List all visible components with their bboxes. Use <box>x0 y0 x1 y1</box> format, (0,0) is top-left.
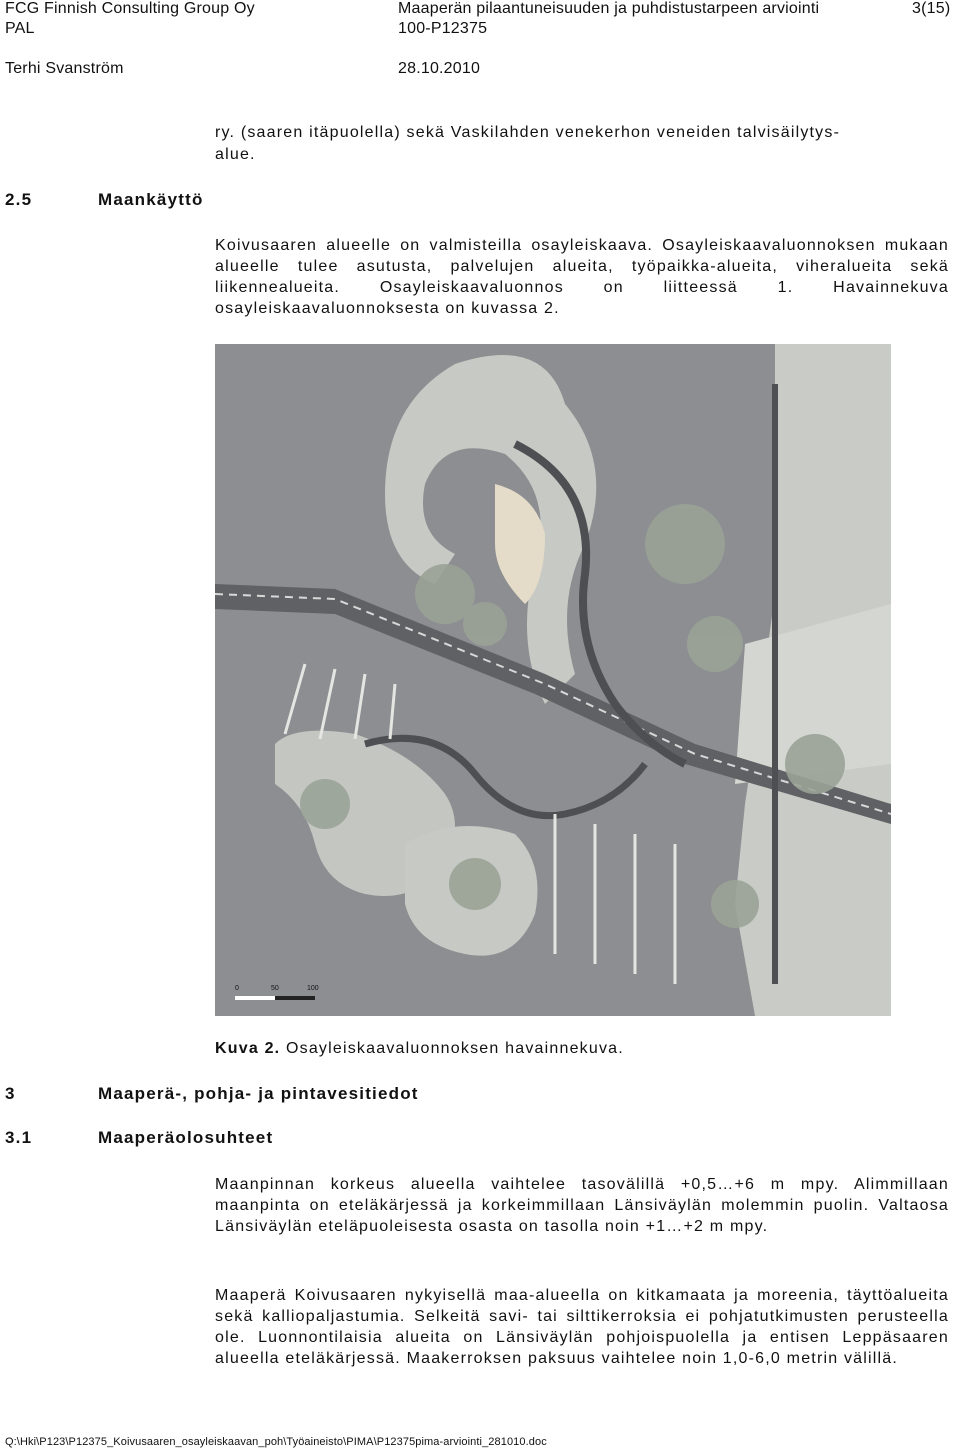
section-3-title: Maaperä-, pohja- ja pintavesitiedot <box>98 1084 419 1103</box>
figure-caption <box>215 1040 624 1058</box>
company-name: FCG Finnish Consulting Group Oy <box>5 0 255 17</box>
land-use-paragraph: Koivusaaren alueelle on valmisteilla osayleiskaava. Osayleiskaavaluonnoksen mukaan alueelle tulee asutusta, palvelujen alueita, työpaikka-alueita, viheralueita sekä liikennealueita. Osayleiskaavaluonnos on liitteessä 1. Havainnekuva osayleiskaavaluonnoksesta on kuvassa 2. <box>215 237 949 317</box>
page-number: 3(15) <box>912 0 951 17</box>
ground-level-paragraph: Maanpinnan korkeus alueella vaihtelee tasovälillä +0,5…+6 m mpy. Alimmillaan maanpinta on eteläkärjessä ja korkeimmillaan Länsiväylän molemmin puolin. Valtaosa Länsiväylän eteläpuoleisesta osasta on tasolla noin +1…+2 m mpy. <box>215 1176 949 1235</box>
figure-caption-label: Kuva 2. <box>215 1040 281 1057</box>
scale-label-100: 100 <box>307 985 319 992</box>
intro-line-2: alue. <box>215 146 256 163</box>
author: Terhi Svanström <box>5 60 124 77</box>
section-3-number: 3 <box>5 1084 16 1103</box>
section-3-1-paragraph-1 <box>215 1174 949 1237</box>
company-unit: PAL <box>5 20 35 37</box>
soil-paragraph: Maaperä Koivusaaren nykyisellä maa-alueella on kitkamaata ja moreenia, täyttöalueita sekä kalliopaljastumia. Selkeitä savi- tai silttikerroksia ei pohjatutkimusten perusteella ole. Luonnontilaisia alueita on Länsiväylän pohjoispuolella ja entisen Leppäsaaren alueella eteläkärjessä. Maakerroksen paksuus vaihtelee noin 1,0-6,0 metrin välillä. <box>215 1287 949 1367</box>
project-number: 100-P12375 <box>398 20 488 37</box>
section-3-1-number: 3.1 <box>5 1128 33 1147</box>
document-title: Maaperän pilaantuneisuuden ja puhdistustarpeen arviointi <box>398 0 820 17</box>
document-date: 28.10.2010 <box>398 60 481 77</box>
footer-file-path: Q:\Hki\P123\P12375_Koivusaaren_osayleiskaavan_poh\Työaineisto\PIMA\P12375pima-arviointi_281010.doc <box>5 1436 547 1448</box>
scale-label-0: 0 <box>235 985 239 992</box>
master-plan-illustration <box>215 344 891 1016</box>
section-2-5-title: Maankäyttö <box>98 190 204 209</box>
section-2-5-number: 2.5 <box>5 190 33 209</box>
section-2-5-paragraph <box>215 235 949 319</box>
section-3-1-paragraph-2 <box>215 1285 949 1369</box>
intro-line-1: ry. (saaren itäpuolella) sekä Vaskilahden venekerhon veneiden talvisäilytys- <box>215 124 841 141</box>
scale-label-50: 50 <box>271 985 279 992</box>
figure-caption-text: Osayleiskaavaluonnoksen havainnekuva. <box>285 1040 624 1057</box>
section-3-1-title: Maaperäolosuhteet <box>98 1128 274 1147</box>
master-plan-map <box>215 344 891 1016</box>
